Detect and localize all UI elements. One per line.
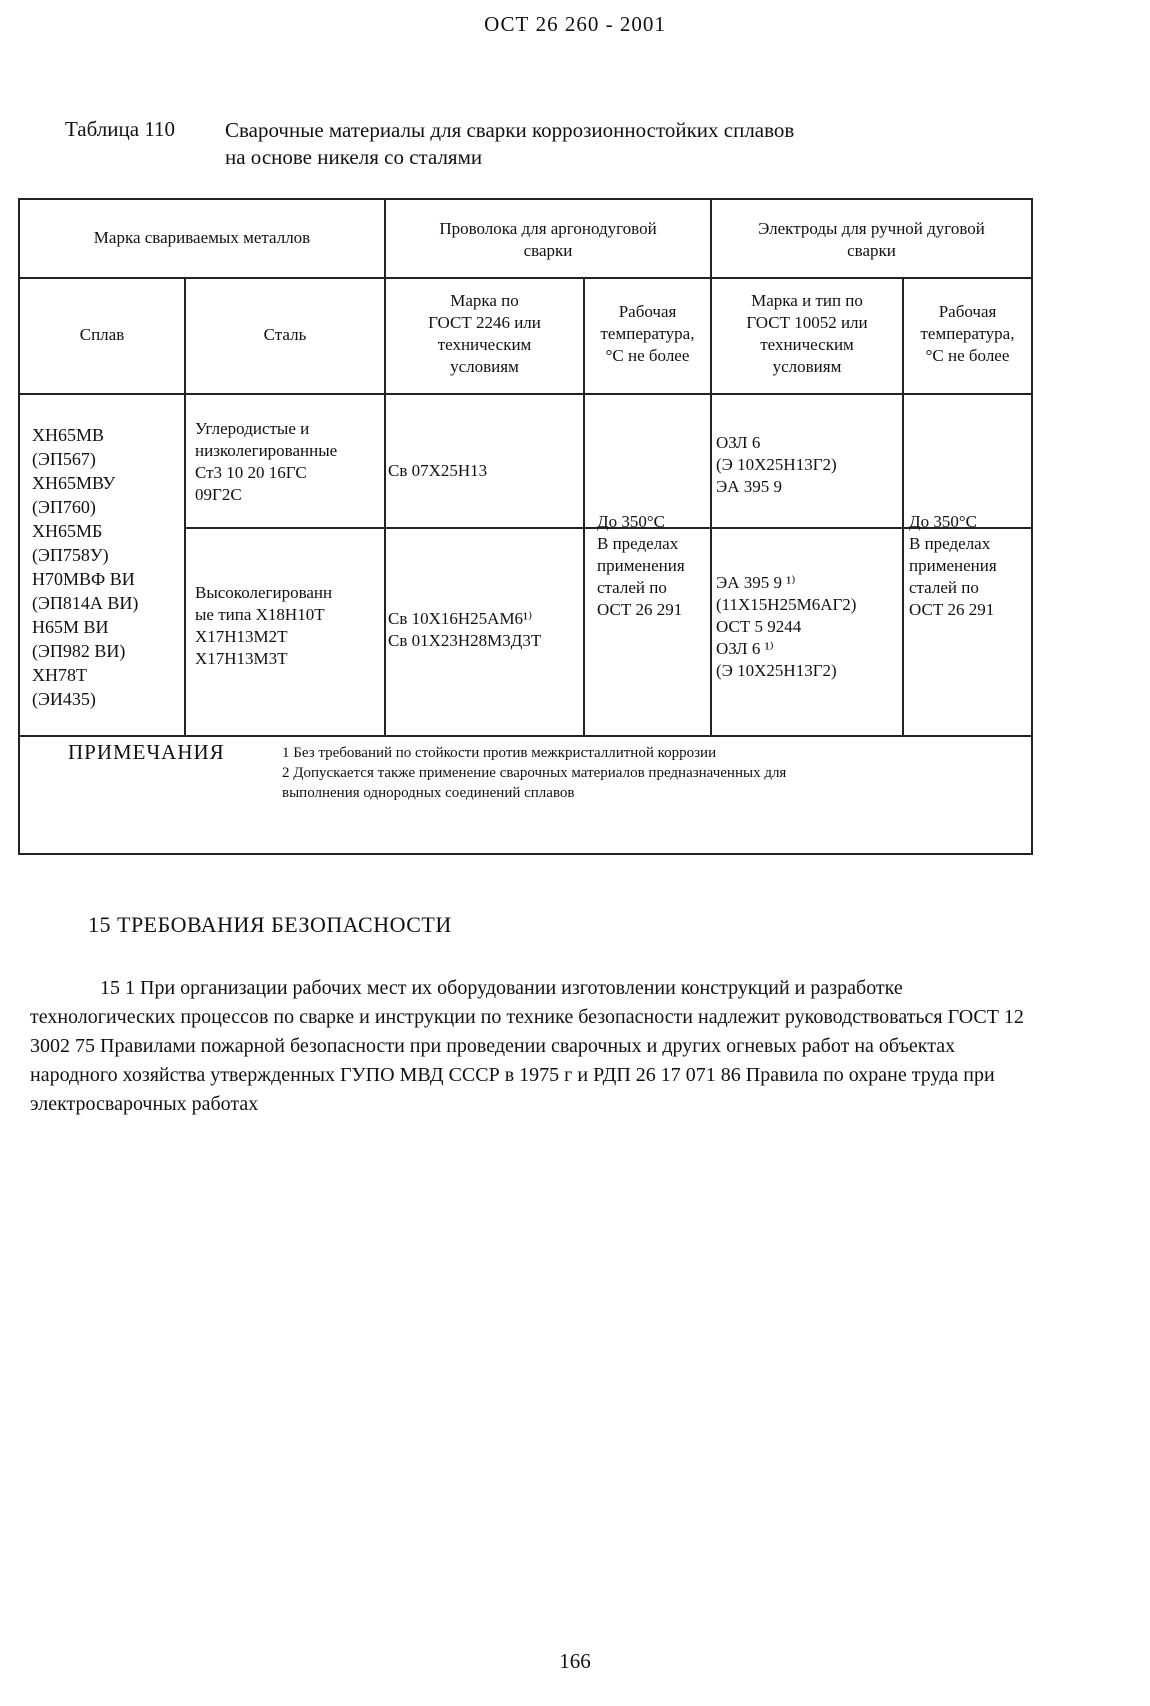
electrode-working-temp: До 350°С В пределах применения сталей по ОСТ 26 291 <box>909 512 997 619</box>
col-header-wire-temp: Рабочая температура, °С не более <box>600 302 695 365</box>
col-header-electrode-temp: Рабочая температура, °С не более <box>920 302 1015 365</box>
wire-grade-row2: Св 10Х16Н25АМ6¹⁾ Св 01Х23Н28М3Д3Т <box>388 609 542 650</box>
header-wire: Проволока для аргонодуговой сварки <box>439 219 657 260</box>
table-caption-label: Таблица 110 <box>65 117 176 141</box>
welding-materials-table <box>18 198 1033 855</box>
wire-grade-row1: Св 07Х25Н13 <box>388 461 488 480</box>
steel-highalloy: Высоколегированн ые типа Х18Н10Т Х17Н13М2Т Х17Н13М3Т <box>195 583 333 668</box>
section-heading: 15 ТРЕБОВАНИЯ БЕЗОПАСНОСТИ <box>88 912 452 937</box>
electrode-grade-row2: ЭА 395 9 ¹⁾ (11Х15Н25М6АГ2) ОСТ 5 9244 ОЗЛ 6 ¹⁾ (Э 10Х25Н13Г2) <box>716 573 857 680</box>
header-metals: Марка свариваемых металлов <box>93 228 311 247</box>
wire-working-temp: До 350°С В пределах применения сталей по ОСТ 26 291 <box>597 512 685 619</box>
paragraph-text: 15 1 При организации рабочих мест их оборудовании изготовлении конструкций и разработке технологических процессов по сварке и инструкции по технике безопасности надлежит руководствоваться ГОСТ 12 3002 75 Правилами пожарной безопасности при проведении сварочных и других огневых работ на объектах народного хозяйства утвержденных ГУПО МВД СССР в 1975 г и РДП 26 17 071 86 Правила по охране труда при электросварочных работах <box>30 977 1024 1115</box>
electrode-grade-row1: ОЗЛ 6 (Э 10Х25Н13Г2) ЭА 395 9 <box>716 433 837 496</box>
notes-text: 1 Без требований по стойкости против межкристаллитной коррозии 2 Допускается также применение сварочных материалов предназначенных для выполнения однородных соединений сплавов <box>282 745 787 801</box>
document-code-header: ОСТ 26 260 - 2001 <box>484 12 666 36</box>
page-number: 166 <box>559 1649 591 1673</box>
table-caption-text: Сварочные материалы для сварки коррозионностойких сплавов на основе никеля со сталями <box>225 118 795 169</box>
notes-label: ПРИМЕЧАНИЯ <box>68 740 225 764</box>
col-header-steel: Сталь <box>263 325 307 344</box>
alloy-list: ХН65МВ (ЭП567) ХН65МВУ (ЭП760) ХН65МБ (ЭП758У) Н70МВФ ВИ (ЭП814А ВИ) Н65М ВИ (ЭП982 ВИ) ХН78Т (ЭИ435) <box>32 425 139 709</box>
steel-carbon-lowalloy: Углеродистые и низколегированные Ст3 10 20 16ГС 09Г2С <box>195 419 338 504</box>
section-paragraph <box>30 974 1040 1119</box>
col-header-electrode-grade: Марка и тип по ГОСТ 10052 или техническим условиям <box>746 291 868 376</box>
header-electrodes: Электроды для ручной дуговой сварки <box>758 219 985 260</box>
col-header-wire-grade: Марка по ГОСТ 2246 или техническим условиям <box>428 291 541 376</box>
col-header-alloy: Сплав <box>79 325 125 344</box>
